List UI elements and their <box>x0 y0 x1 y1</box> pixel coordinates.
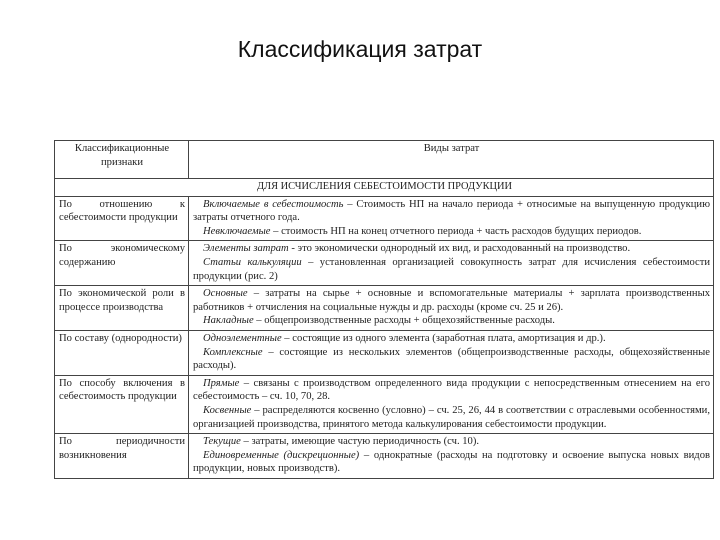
cost-type-desc: – затраты на сырье + основные и вспомогательные материалы + зарплата производственных работников + отчисления на социальные нужды и др. расходы (кроме сч. 25 и 26). <box>193 288 710 313</box>
types-cell <box>189 434 714 479</box>
cost-type-item <box>193 332 710 346</box>
cost-type-item <box>193 287 710 314</box>
header-types: Виды затрат <box>189 141 714 179</box>
cost-type-item <box>193 314 710 328</box>
cost-type-desc: – связаны с производством определенного вида продукции с непосредственным отнесением на его себестоимость – сч. 10, 70, 28. <box>193 377 710 403</box>
types-cell <box>189 286 714 331</box>
cost-type-desc: – стоимость НП на конец отчетного периода + часть расходов будущих периодов. <box>270 225 642 237</box>
cost-type-desc: – однократные (расходы на подготовку и освоение выпуска новых видов продукции, новых производств). <box>193 449 710 475</box>
criterion-cell: По способу включения в себестоимость продукции <box>55 375 189 433</box>
types-cell <box>189 196 714 241</box>
cost-type-item <box>193 198 710 225</box>
criterion-cell: По периодичности возникновения <box>55 434 189 479</box>
cost-type-term: Текущие <box>203 436 241 448</box>
table-row <box>55 375 714 433</box>
cost-type-item <box>193 404 710 431</box>
criterion-cell: По экономическому содержанию <box>55 241 189 286</box>
cost-type-term: Невключаемые <box>203 225 271 237</box>
cost-type-term: Комплексные <box>203 346 263 358</box>
cost-type-term: Статьи калькуляции <box>203 256 302 268</box>
cost-type-desc: - это экономически однородный их вид, и расходованный на производство. <box>288 243 631 255</box>
cost-type-term: Прямые <box>203 377 240 389</box>
cost-type-item <box>193 377 710 404</box>
criterion-cell: По отношению к себестоимости продукции <box>55 196 189 241</box>
cost-type-item <box>193 449 710 476</box>
cost-type-term: Включаемые в себестоимость <box>203 198 344 210</box>
cost-type-item <box>193 225 710 239</box>
cost-type-item <box>193 256 710 283</box>
cost-type-term: Единовременные (дискреционные) <box>203 449 360 461</box>
section-row <box>55 179 714 197</box>
cost-type-desc: – состоящие из нескольких элементов (общепроизводственные расходы, общехозяйственные расходы). <box>193 346 710 372</box>
criterion-cell: По составу (однородности) <box>55 330 189 375</box>
page-title: Классификация затрат <box>237 36 483 62</box>
cost-type-desc: – установленная организацией совокупность затрат для исчисления себестоимости продукции (рис. 2) <box>193 256 710 282</box>
types-cell <box>189 330 714 375</box>
cost-type-term: Элементы затрат <box>203 243 289 255</box>
cost-type-item <box>193 346 710 373</box>
types-cell <box>189 375 714 433</box>
table-row <box>55 196 714 241</box>
cost-type-desc: – состоящие из одного элемента (заработная плата, амортизация и др.). <box>281 332 606 344</box>
cost-type-item <box>193 435 710 449</box>
table-row <box>55 434 714 479</box>
cost-type-term: Одноэлементные <box>203 332 282 344</box>
table-row <box>55 330 714 375</box>
cost-type-desc: – затраты, имеющие частую периодичность (сч. 10). <box>240 436 480 448</box>
table-row <box>55 241 714 286</box>
criterion-cell: По экономической роли в процессе производства <box>55 286 189 331</box>
cost-type-desc: – общепроизводственные расходы + общехозяйственные расходы. <box>253 315 555 327</box>
cost-type-term: Косвенные <box>203 404 252 416</box>
types-cell <box>189 241 714 286</box>
cost-classification-table <box>54 140 714 479</box>
cost-type-desc: – Стоимость НП на начало периода + относимые на выпущенную продукцию затраты отчетного года. <box>193 198 710 224</box>
cost-type-desc: – распределяются косвенно (условно) – сч. 25, 26, 44 в соответствии с отраслевыми особенностями, организацией производства, принятого метода калькулирования себестоимости продукции. <box>193 404 710 430</box>
table-row <box>55 286 714 331</box>
table-header-row <box>55 141 714 179</box>
cost-type-term: Основные <box>203 288 248 300</box>
cost-type-item <box>193 242 710 256</box>
section-title: ДЛЯ ИСЧИСЛЕНИЯ СЕБЕСТОИМОСТИ ПРОДУКЦИИ <box>55 179 714 197</box>
cost-type-term: Накладные <box>203 315 254 327</box>
header-criteria: Классификационные признаки <box>55 141 189 179</box>
